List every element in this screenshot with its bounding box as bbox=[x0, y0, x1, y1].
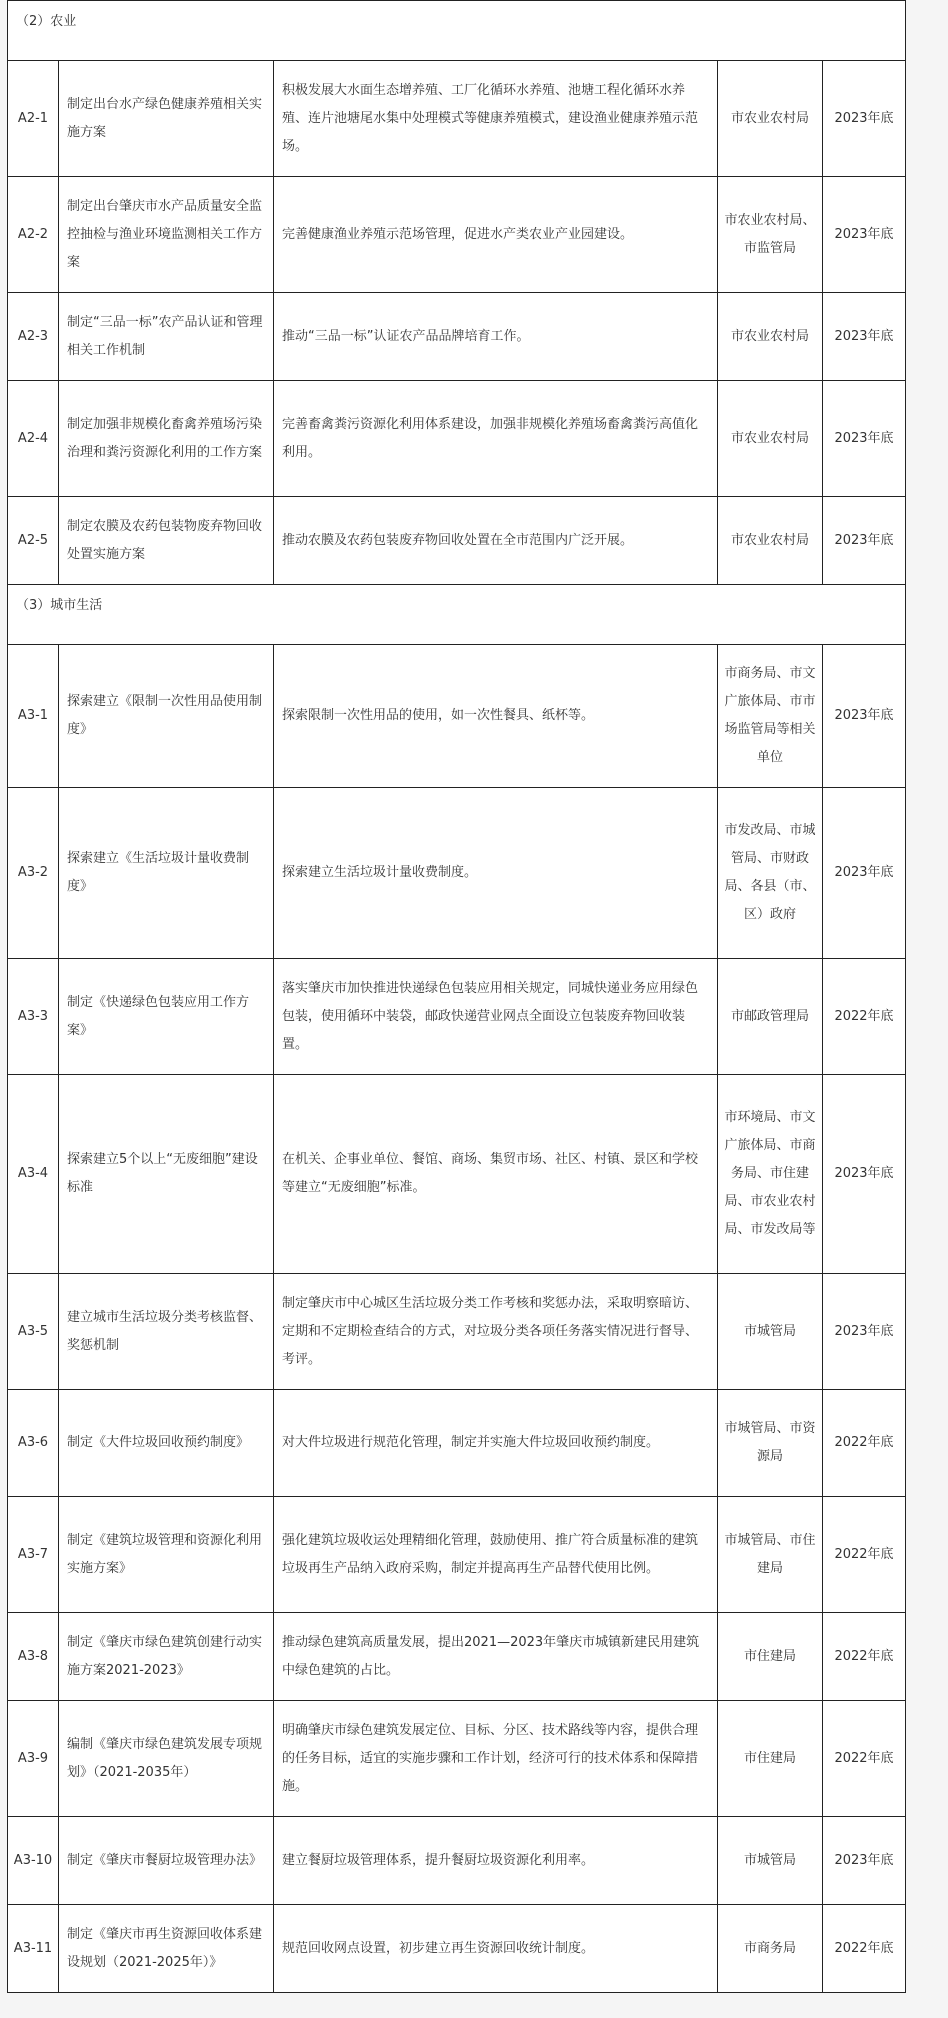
responsible-unit: 市农业农村局 bbox=[718, 381, 823, 497]
deadline: 2022年底 bbox=[823, 1905, 906, 1993]
table-row bbox=[8, 1497, 906, 1613]
task-name: 制定加强非规模化畜禽养殖场污染治理和粪污资源化利用的工作方案 bbox=[59, 381, 274, 497]
table-row bbox=[8, 1390, 906, 1497]
task-code: A3-2 bbox=[8, 788, 59, 959]
task-name: 制定出台水产绿色健康养殖相关实施方案 bbox=[59, 61, 274, 177]
task-description: 明确肇庆市绿色建筑发展定位、目标、分区、技术路线等内容，提供合理的任务目标，适宜的实施步骤和工作计划，经济可行的技术体系和保障措施。 bbox=[274, 1701, 718, 1817]
task-description: 在机关、企事业单位、餐馆、商场、集贸市场、社区、村镇、景区和学校等建立“无废细胞”标准。 bbox=[274, 1075, 718, 1274]
task-name: 制定农膜及农药包装物废弃物回收处置实施方案 bbox=[59, 497, 274, 585]
table-row bbox=[8, 1274, 906, 1390]
deadline: 2023年底 bbox=[823, 293, 906, 381]
section-title: （2）农业 bbox=[8, 1, 906, 61]
task-description: 推动农膜及农药包装废弃物回收处置在全市范围内广泛开展。 bbox=[274, 497, 718, 585]
table-row bbox=[8, 1701, 906, 1817]
task-code: A3-7 bbox=[8, 1497, 59, 1613]
task-description: 完善畜禽粪污资源化利用体系建设，加强非规模化养殖场畜禽粪污高值化利用。 bbox=[274, 381, 718, 497]
table-row bbox=[8, 293, 906, 381]
deadline: 2023年底 bbox=[823, 1274, 906, 1390]
task-code: A3-4 bbox=[8, 1075, 59, 1274]
responsible-unit: 市城管局、市住建局 bbox=[718, 1497, 823, 1613]
table-row bbox=[8, 177, 906, 293]
task-description: 对大件垃圾进行规范化管理，制定并实施大件垃圾回收预约制度。 bbox=[274, 1390, 718, 1497]
task-code: A2-3 bbox=[8, 293, 59, 381]
table-row bbox=[8, 1613, 906, 1701]
table-row bbox=[8, 645, 906, 788]
task-description: 积极发展大水面生态增养殖、工厂化循环水养殖、池塘工程化循环水养殖、连片池塘尾水集中处理模式等健康养殖模式，建设渔业健康养殖示范场。 bbox=[274, 61, 718, 177]
task-name: 探索建立《生活垃圾计量收费制度》 bbox=[59, 788, 274, 959]
task-description: 落实肇庆市加快推进快递绿色包装应用相关规定，同城快递业务应用绿色包装，使用循环中装袋，邮政快递营业网点全面设立包装废弃物回收装置。 bbox=[274, 959, 718, 1075]
task-description: 制定肇庆市中心城区生活垃圾分类工作考核和奖惩办法，采取明察暗访、定期和不定期检查结合的方式，对垃圾分类各项任务落实情况进行督导、考评。 bbox=[274, 1274, 718, 1390]
table-row bbox=[8, 497, 906, 585]
table-row bbox=[8, 1905, 906, 1993]
responsible-unit: 市住建局 bbox=[718, 1613, 823, 1701]
task-name: 制定《肇庆市绿色建筑创建行动实施方案2021-2023》 bbox=[59, 1613, 274, 1701]
task-description: 探索建立生活垃圾计量收费制度。 bbox=[274, 788, 718, 959]
task-name: 制定《肇庆市再生资源回收体系建设规划（2021-2025年）》 bbox=[59, 1905, 274, 1993]
deadline: 2023年底 bbox=[823, 497, 906, 585]
task-name: 制定《肇庆市餐厨垃圾管理办法》 bbox=[59, 1817, 274, 1905]
task-code: A3-8 bbox=[8, 1613, 59, 1701]
task-code: A3-1 bbox=[8, 645, 59, 788]
task-code: A2-1 bbox=[8, 61, 59, 177]
task-code: A3-9 bbox=[8, 1701, 59, 1817]
deadline: 2023年底 bbox=[823, 788, 906, 959]
task-code: A3-5 bbox=[8, 1274, 59, 1390]
task-description: 建立餐厨垃圾管理体系，提升餐厨垃圾资源化利用率。 bbox=[274, 1817, 718, 1905]
task-name: 制定《建筑垃圾管理和资源化利用实施方案》 bbox=[59, 1497, 274, 1613]
deadline: 2023年底 bbox=[823, 645, 906, 788]
responsible-unit: 市农业农村局 bbox=[718, 61, 823, 177]
task-code: A2-4 bbox=[8, 381, 59, 497]
policy-table-body bbox=[8, 1, 906, 1993]
task-code: A3-10 bbox=[8, 1817, 59, 1905]
responsible-unit: 市城管局 bbox=[718, 1817, 823, 1905]
task-name: 编制《肇庆市绿色建筑发展专项规划》（2021-2035年） bbox=[59, 1701, 274, 1817]
table-row bbox=[8, 381, 906, 497]
task-name: 制定“三品一标”农产品认证和管理相关工作机制 bbox=[59, 293, 274, 381]
table-row bbox=[8, 61, 906, 177]
table-row bbox=[8, 1075, 906, 1274]
task-code: A2-5 bbox=[8, 497, 59, 585]
responsible-unit: 市农业农村局 bbox=[718, 497, 823, 585]
deadline: 2022年底 bbox=[823, 1497, 906, 1613]
task-code: A3-11 bbox=[8, 1905, 59, 1993]
deadline: 2022年底 bbox=[823, 1701, 906, 1817]
deadline: 2023年底 bbox=[823, 381, 906, 497]
deadline: 2023年底 bbox=[823, 1817, 906, 1905]
section-header-row bbox=[8, 1, 906, 61]
responsible-unit: 市商务局、市文广旅体局、市市场监管局等相关单位 bbox=[718, 645, 823, 788]
table-row bbox=[8, 959, 906, 1075]
task-name: 制定《快递绿色包装应用工作方案》 bbox=[59, 959, 274, 1075]
responsible-unit: 市商务局 bbox=[718, 1905, 823, 1993]
task-code: A2-2 bbox=[8, 177, 59, 293]
section-title: （3）城市生活 bbox=[8, 585, 906, 645]
task-code: A3-6 bbox=[8, 1390, 59, 1497]
task-description: 推动绿色建筑高质量发展，提出2021—2023年肇庆市城镇新建民用建筑中绿色建筑的占比。 bbox=[274, 1613, 718, 1701]
deadline: 2023年底 bbox=[823, 1075, 906, 1274]
responsible-unit: 市发改局、市城管局、市财政局、各县（市、区）政府 bbox=[718, 788, 823, 959]
responsible-unit: 市住建局 bbox=[718, 1701, 823, 1817]
task-name: 制定《大件垃圾回收预约制度》 bbox=[59, 1390, 274, 1497]
deadline: 2022年底 bbox=[823, 959, 906, 1075]
table-row bbox=[8, 788, 906, 959]
responsible-unit: 市环境局、市文广旅体局、市商务局、市住建局、市农业农村局、市发改局等 bbox=[718, 1075, 823, 1274]
deadline: 2022年底 bbox=[823, 1613, 906, 1701]
task-description: 强化建筑垃圾收运处理精细化管理，鼓励使用、推广符合质量标准的建筑垃圾再生产品纳入政府采购，制定并提高再生产品替代使用比例。 bbox=[274, 1497, 718, 1613]
task-description: 完善健康渔业养殖示范场管理，促进水产类农业产业园建设。 bbox=[274, 177, 718, 293]
responsible-unit: 市农业农村局、市监管局 bbox=[718, 177, 823, 293]
table-row bbox=[8, 1817, 906, 1905]
deadline: 2023年底 bbox=[823, 177, 906, 293]
responsible-unit: 市城管局、市资源局 bbox=[718, 1390, 823, 1497]
task-description: 探索限制一次性用品的使用，如一次性餐具、纸杯等。 bbox=[274, 645, 718, 788]
task-name: 制定出台肇庆市水产品质量安全监控抽检与渔业环境监测相关工作方案 bbox=[59, 177, 274, 293]
section-header-row bbox=[8, 585, 906, 645]
deadline: 2022年底 bbox=[823, 1390, 906, 1497]
deadline: 2023年底 bbox=[823, 61, 906, 177]
responsible-unit: 市农业农村局 bbox=[718, 293, 823, 381]
policy-table-container bbox=[7, 0, 905, 1993]
task-description: 推动“三品一标”认证农产品品牌培育工作。 bbox=[274, 293, 718, 381]
task-name: 探索建立《限制一次性用品使用制度》 bbox=[59, 645, 274, 788]
task-code: A3-3 bbox=[8, 959, 59, 1075]
task-name: 建立城市生活垃圾分类考核监督、奖惩机制 bbox=[59, 1274, 274, 1390]
responsible-unit: 市邮政管理局 bbox=[718, 959, 823, 1075]
policy-table bbox=[7, 0, 906, 1993]
responsible-unit: 市城管局 bbox=[718, 1274, 823, 1390]
task-name: 探索建立5个以上“无废细胞”建设标准 bbox=[59, 1075, 274, 1274]
task-description: 规范回收网点设置，初步建立再生资源回收统计制度。 bbox=[274, 1905, 718, 1993]
